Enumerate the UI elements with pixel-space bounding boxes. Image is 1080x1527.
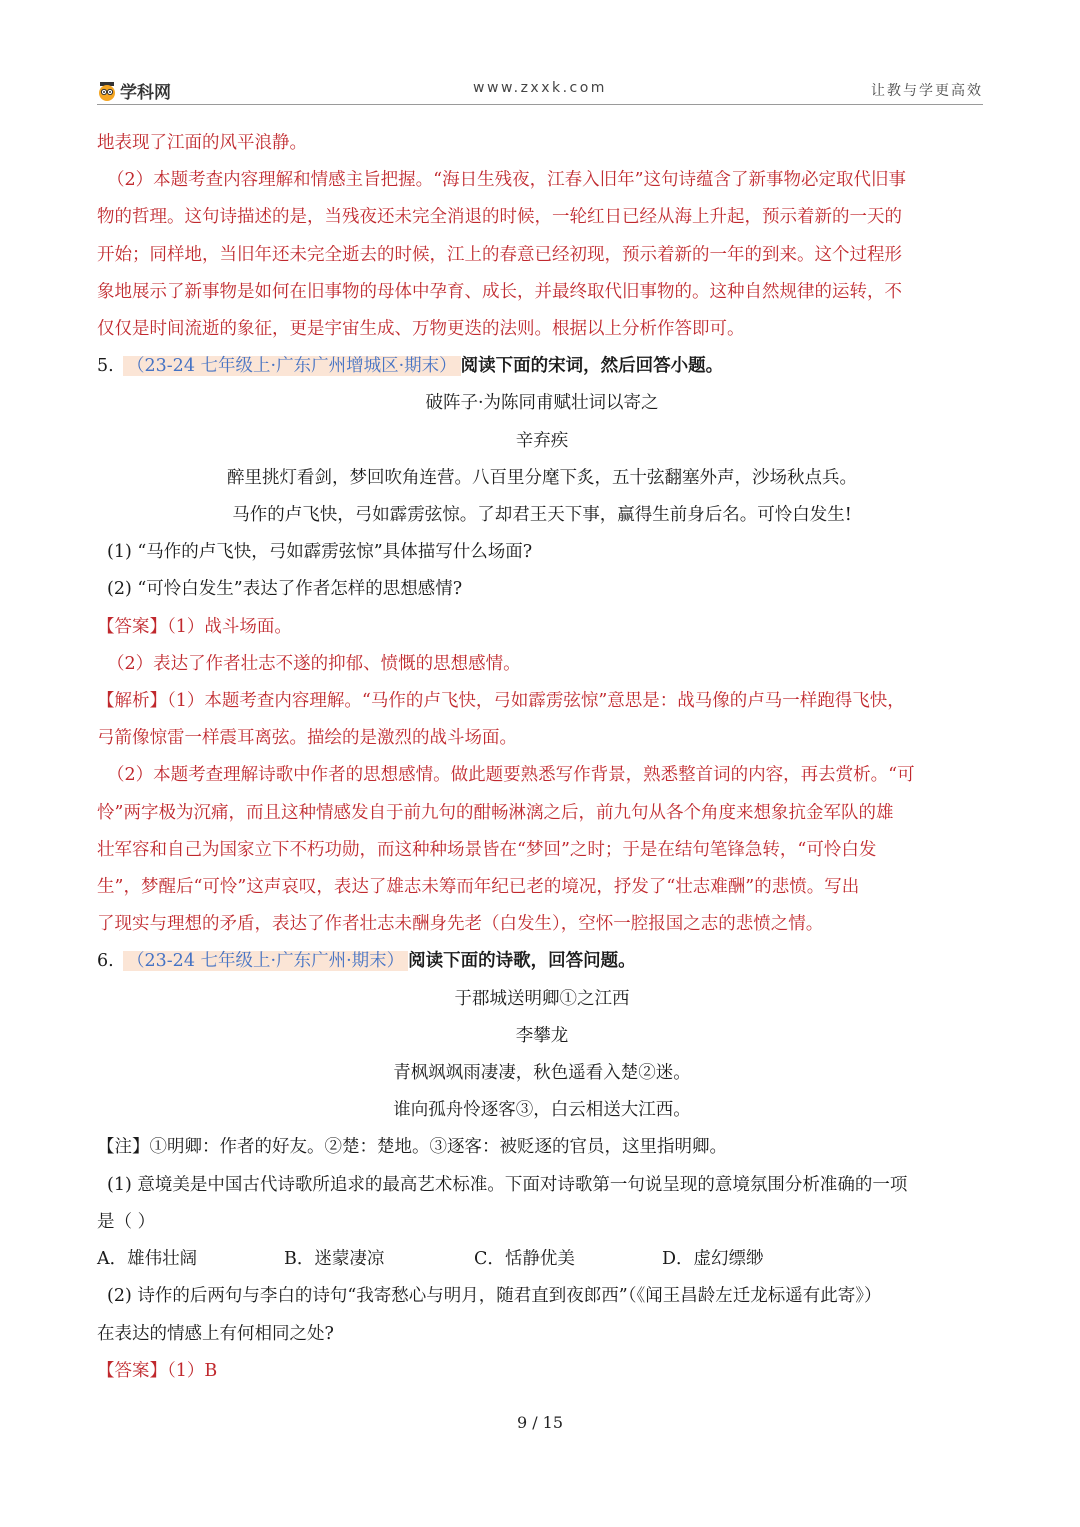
prev-answer-tail: 地表现了江面的风平浪静。 bbox=[97, 133, 307, 153]
site-url[interactable]: www.zxxk.com bbox=[473, 80, 607, 96]
options-row bbox=[97, 1241, 987, 1278]
prev-analysis-line: 物的哲理。这句诗描述的是，当残夜还未完全消退的时候，一轮红日已经从海上升起，预示着新的一天的 bbox=[97, 207, 902, 228]
analysis-line: 生”，梦醒后“可怜”这声哀叹，表达了雄志未筹而年纪已老的境况，抒发了“壮志难酬”的悲愤。写出 bbox=[97, 877, 860, 898]
question-5-heading bbox=[97, 348, 987, 385]
option-b: B．迷蒙凄凉 bbox=[284, 1249, 385, 1270]
prev-analysis-line: 仅仅是时间流逝的象征，更是宇宙生成、万物更迭的法则。根据以上分析作答即可。 bbox=[97, 319, 745, 340]
prev-analysis-line: 象地展示了新事物是如何在旧事物的母体中孕育、成长，并最终取代旧事物的。这种自然规律的运转，不 bbox=[97, 281, 902, 302]
poem-title: 于郡城送明卿①之江西 bbox=[454, 988, 630, 1009]
question-number: 5. bbox=[97, 356, 114, 377]
answer-label: 【答案】 bbox=[97, 616, 167, 637]
answer-line bbox=[97, 1353, 987, 1390]
poem-author: 李攀龙 bbox=[515, 1025, 569, 1046]
sub-question: 是（ ） bbox=[97, 1211, 156, 1232]
page-number: 9 / 15 bbox=[516, 1413, 564, 1432]
page-header bbox=[97, 74, 983, 105]
poem-line: 马作的卢飞快，弓如霹雳弦惊。了却君王天下事，赢得生前身后名。可怜白发生! bbox=[232, 505, 852, 526]
poem-line: 谁向孤舟怜逐客③，白云相送大江西。 bbox=[393, 1100, 691, 1121]
question-6-heading bbox=[97, 943, 987, 980]
sub-question: (2) 诗作的后两句与李白的诗句“我寄愁心与明月，随君直到夜郎西”（《闻王昌龄左迁龙标遥有此寄》） bbox=[107, 1286, 882, 1307]
option-d: D．虚幻缥缈 bbox=[662, 1249, 764, 1270]
analysis-line: 壮军容和自己为国家立下不朽功勋，而这种种场景皆在“梦回”之时；于是在结句笔锋急转，“可怜白发 bbox=[97, 839, 877, 860]
page-content bbox=[97, 125, 987, 1390]
question-number: 6. bbox=[97, 951, 114, 972]
analysis-line: 怜”两字极为沉痛，而且这种情感发自于前九句的酣畅淋漓之后，前九句从各个角度来想象抗金军队的雄 bbox=[97, 802, 894, 823]
answer-label: 【答案】 bbox=[97, 1360, 167, 1381]
poem-line: 青枫飒飒雨凄凄，秋色遥看入楚②迷。 bbox=[393, 1063, 691, 1084]
answer-text: （1）B bbox=[167, 1360, 218, 1381]
option-c: C．恬静优美 bbox=[474, 1249, 575, 1270]
question-source-tag: （23-24 七年级上·广东广州·期末） bbox=[123, 951, 408, 971]
answer-text: （1）战斗场面。 bbox=[167, 616, 292, 637]
analysis-line bbox=[97, 683, 987, 720]
question-instruction: 阅读下面的宋词，然后回答小题。 bbox=[460, 356, 724, 377]
poem-title: 破阵子·为陈同甫赋壮词以寄之 bbox=[425, 393, 659, 414]
prev-analysis-line: （2）本题考查内容理解和情感主旨把握。“海日生残夜，江春入旧年”这句诗蕴含了新事物必定取代旧事 bbox=[107, 170, 907, 191]
poem-line: 醉里挑灯看剑，梦回吹角连营。八百里分麾下炙，五十弦翻塞外声，沙场秋点兵。 bbox=[227, 467, 857, 488]
header-slogan: 让教与学更高效 bbox=[871, 83, 983, 99]
answer-line: （2）表达了作者壮志不遂的抑郁、愤慨的思想感情。 bbox=[107, 653, 521, 674]
answer-line bbox=[97, 609, 987, 646]
option-a: A．雄伟壮阔 bbox=[97, 1249, 198, 1270]
analysis-label: 【解析】 bbox=[97, 691, 167, 712]
sub-question: (1) 意境美是中国古代诗歌所追求的最高艺术标准。下面对诗歌第一句说呈现的意境氛围分析准确的一项 bbox=[107, 1174, 908, 1195]
question-source-tag: （23-24 七年级上·广东广州增城区·期末） bbox=[123, 356, 461, 376]
sub-question: (2) “可怜白发生”表达了作者怎样的思想感情? bbox=[107, 579, 463, 600]
sub-question: 在表达的情感上有何相同之处? bbox=[97, 1323, 334, 1344]
logo-text: 学科网 bbox=[120, 83, 171, 103]
analysis-line: （2）本题考查理解诗歌中作者的思想感情。做此题要熟悉写作背景，熟悉整首词的内容，再去赏析。“可 bbox=[107, 765, 915, 786]
analysis-text: （1）本题考查内容理解。“马作的卢飞快，弓如霹雳弦惊”意思是：战马像的卢马一样跑得飞快， bbox=[167, 691, 905, 712]
poem-note: 【注】①明卿：作者的好友。②楚：楚地。③逐客：被贬逐的官员，这里指明卿。 bbox=[97, 1137, 727, 1158]
analysis-line: 了现实与理想的矛盾，表达了作者壮志未酬身先老（白发生），空怀一腔报国之志的悲愤之情。 bbox=[97, 914, 824, 935]
prev-analysis-line: 开始；同样地，当旧年还未完全逝去的时候，江上的春意已经初现，预示着新的一年的到来。这个过程形 bbox=[97, 244, 902, 265]
poem-author: 辛弃疾 bbox=[515, 430, 569, 451]
analysis-line: 弓箭像惊雷一样震耳离弦。描绘的是激烈的战斗场面。 bbox=[97, 728, 517, 749]
question-instruction: 阅读下面的诗歌，回答问题。 bbox=[408, 951, 636, 972]
sub-question: (1) “马作的卢飞快，弓如霹雳弦惊”具体描写什么场面? bbox=[107, 542, 533, 563]
